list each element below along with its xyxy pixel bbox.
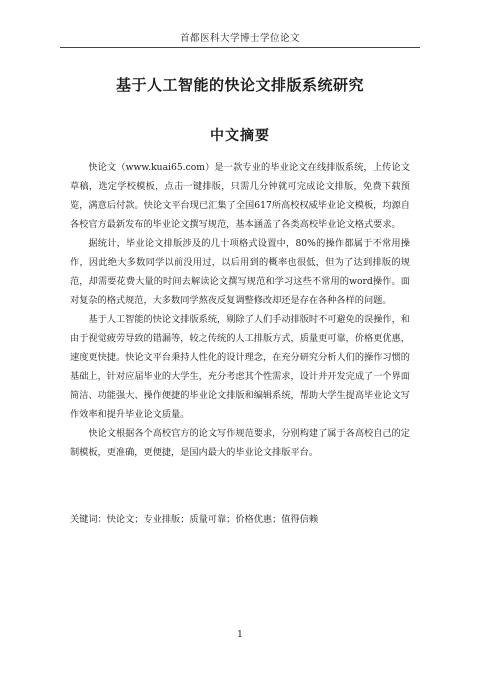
abstract-paragraph-1: 快论文（www.kuai65.com）是一款专业的毕业论文在线排版系统，上传论文草稿，选定学校模板，点击一键排版，只需几分钟就可完成论文排版，免费下载预览，满意后付款。快论文平台现已汇集了全国617所高校权威毕业论文模板，均源自各校官方最新发布的毕业论文撰写规范，基本涵盖了各类高校毕业论文格式要求。 xyxy=(70,162,410,230)
page-number: 1 xyxy=(237,630,243,640)
abstract-body xyxy=(70,158,410,462)
abstract-paragraph-2: 据统计，毕业论文排版涉及的几十项格式设置中，80%的操作都属于不常用操作，因此绝大多数同学以前没用过，以后用到的概率也很低，但为了达到排版的规范，却需要花费大量的时间去解读论文撰写规范和学习这些不常用的word操作。面对复杂的格式规范，大多数同学熬夜反复调整修改却还是存在各种各样的问题。 xyxy=(70,238,410,306)
thesis-title: 基于人工智能的快论文排版系统研究 xyxy=(115,76,364,94)
header-rule xyxy=(60,47,420,48)
abstract-paragraph-3: 基于人工智能的快论文排版系统，剔除了人们手动排版时不可避免的误操作，和由于视觉疲劳导致的错漏等，较之传统的人工排版方式，质量更可靠，价格更优惠，速度更快捷。快论文平台秉持人性化的设计理念，在充分研究分析人们的操作习惯的基础上，针对应届毕业的大学生，充分考虑其个性需求，设计并开发完成了一个界面简洁、功能强大、操作便捷的毕业论文排版和编辑系统，帮助大学生提高毕业论文写作效率和提升毕业论文质量。 xyxy=(70,314,410,420)
keywords-line: 关键词：快论文；专业排版；质量可靠；价格优惠；值得信赖 xyxy=(70,514,319,525)
abstract-paragraph-4: 快论文根据各个高校官方的论文写作规范要求，分别构建了属于各高校自己的定制模板，更准确，更便捷，是国内最大的毕业论文排版平台。 xyxy=(70,428,410,458)
abstract-heading: 中文摘要 xyxy=(210,128,270,144)
running-header: 首都医科大学博士学位论文 xyxy=(179,33,300,44)
